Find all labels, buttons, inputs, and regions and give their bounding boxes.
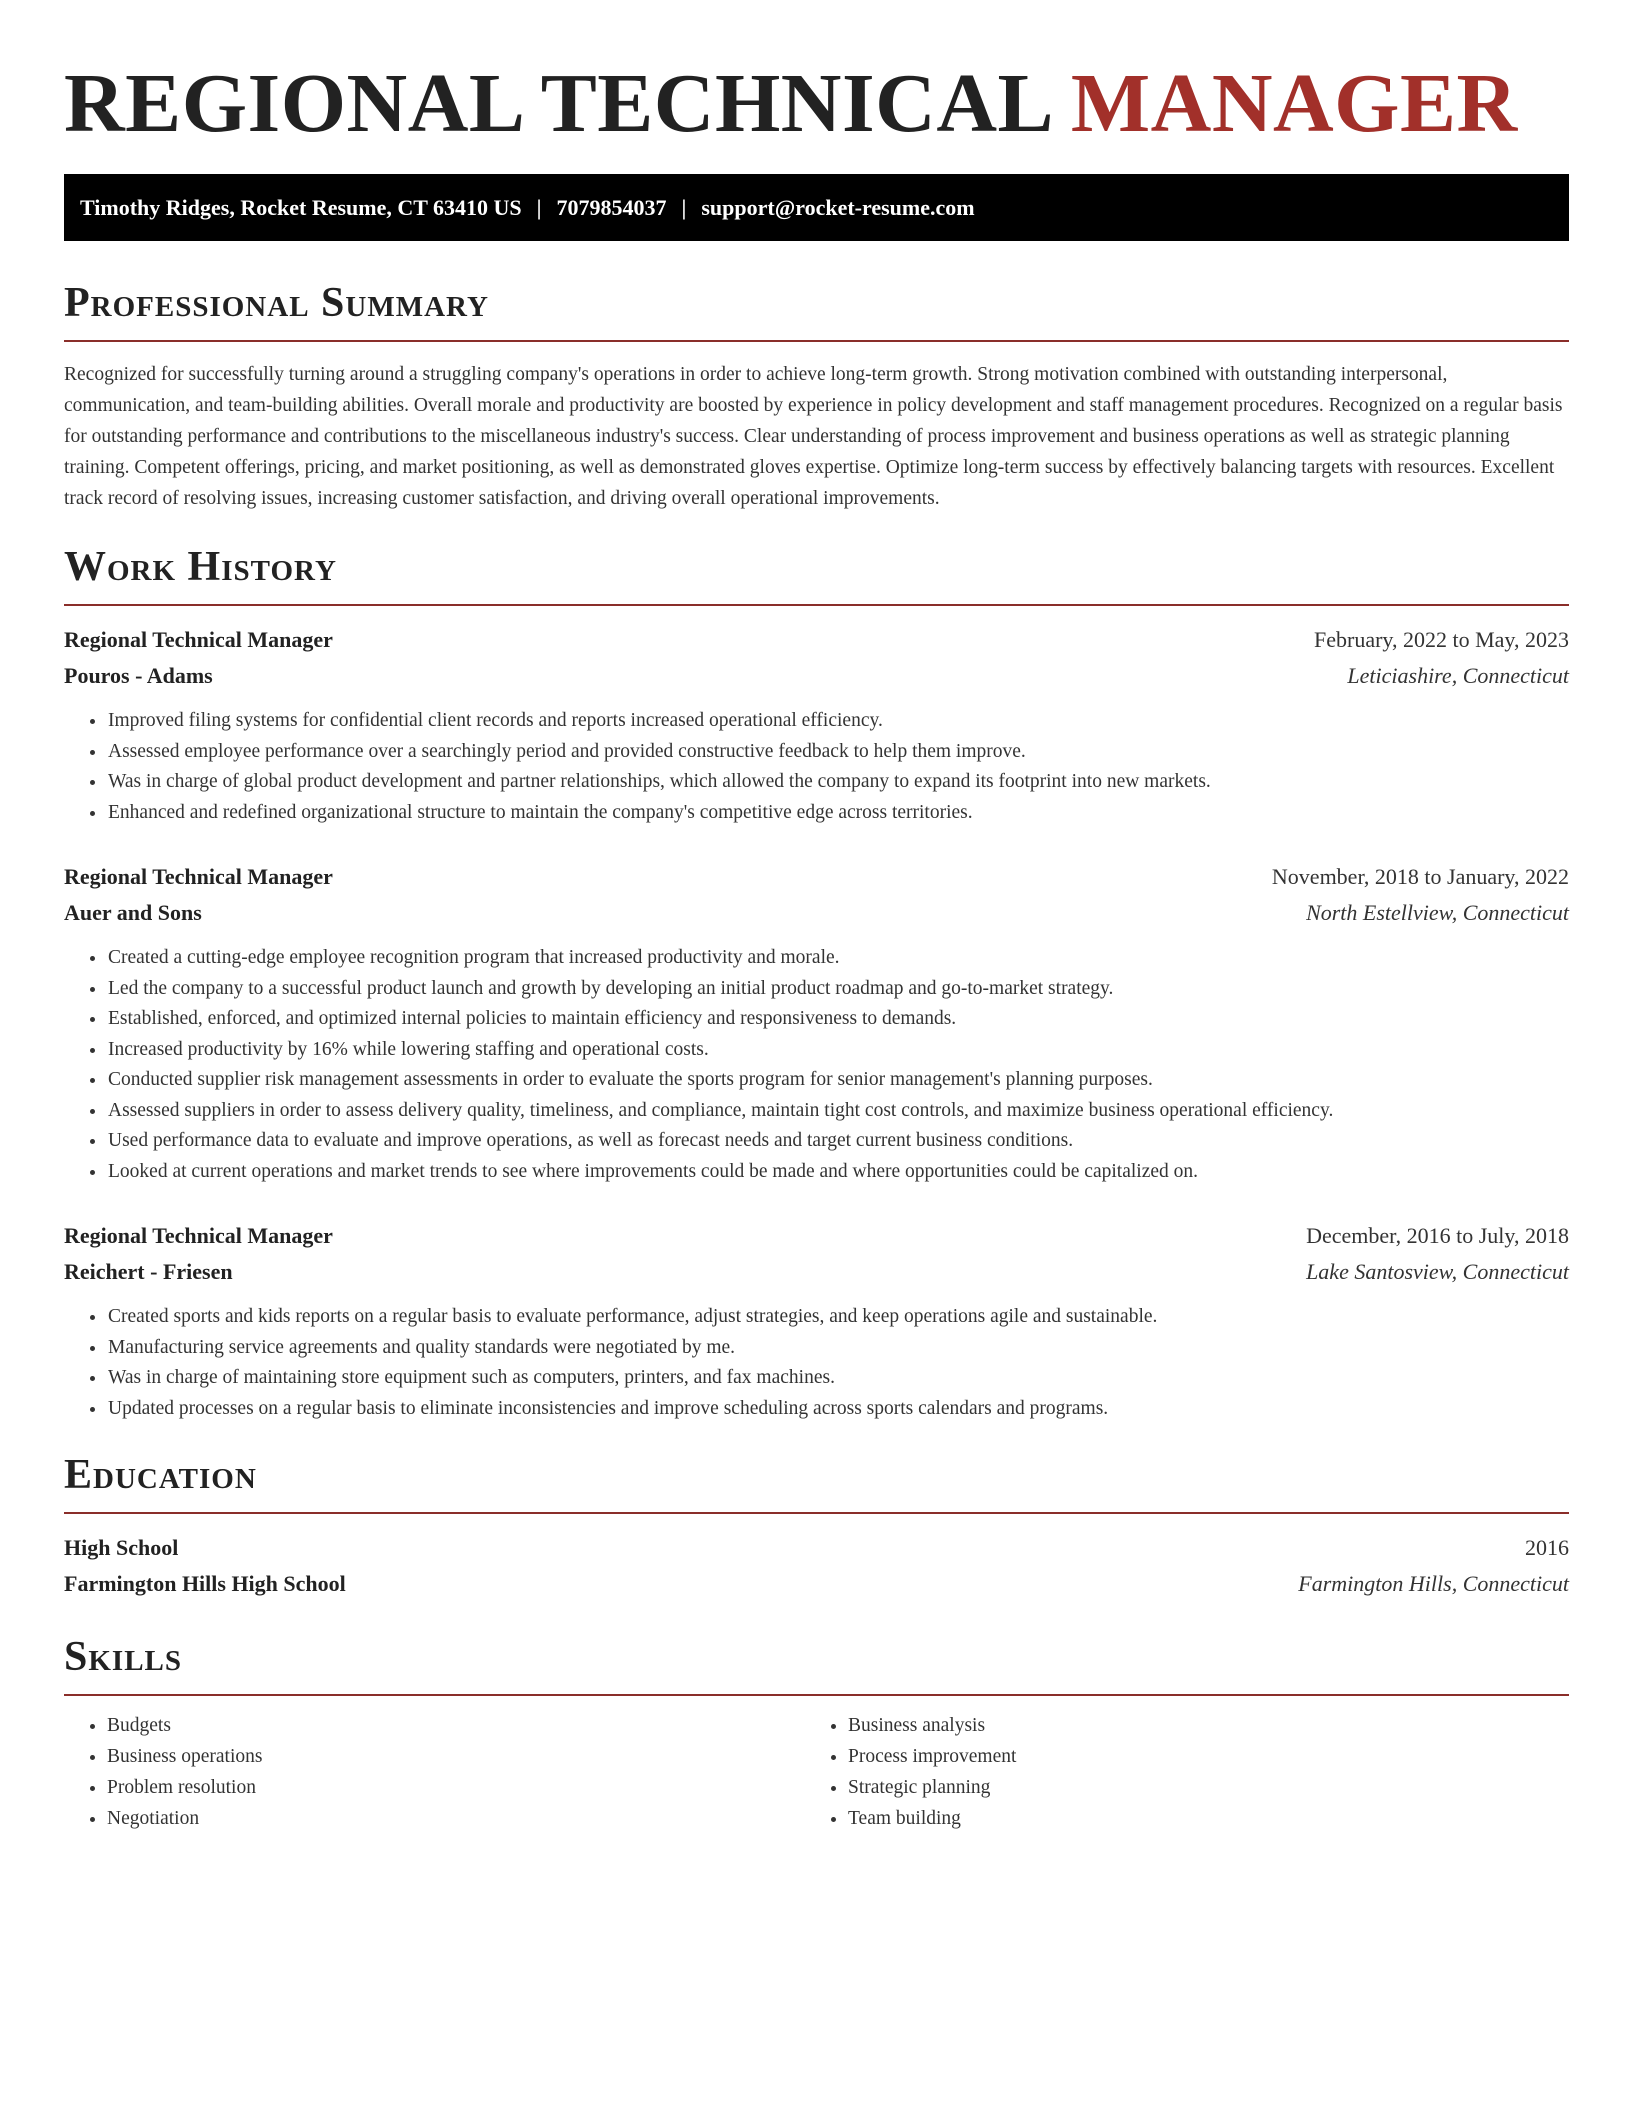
- job-location: North Estellview, Connecticut: [1306, 900, 1569, 925]
- contact-bar: [64, 174, 1569, 241]
- education-section: [64, 1450, 1569, 1602]
- summary-section: [64, 278, 1569, 514]
- education-entry: [64, 1530, 1569, 1602]
- list-item: • Created sports and kids reports on a regular basis to evaluate performance, adjust strategies, and keep operations agile and sustainable.: [107, 1302, 1569, 1333]
- list-item: • Increased productivity by 16% while lowering staffing and operational costs.: [107, 1035, 1569, 1066]
- education-heading: Education: [64, 1450, 1569, 1514]
- education-school-row: [64, 1566, 1569, 1602]
- skill-item: • Business analysis: [848, 1710, 1546, 1741]
- education-location: Farmington Hills, Connecticut: [1298, 1571, 1569, 1596]
- skills-heading: Skills: [64, 1632, 1569, 1696]
- work-history-section: [64, 542, 1569, 1424]
- list-item: • Updated processes on a regular basis to eliminate inconsistencies and improve scheduling across sports calendars and programs.: [107, 1394, 1569, 1425]
- job-company-row: [64, 1254, 1569, 1290]
- list-item: • Was in charge of global product development and partner relationships, which allowed the company to expand its footprint into new markets.: [107, 767, 1569, 798]
- job-bullets: [64, 706, 1569, 828]
- work-history-heading: Work History: [64, 542, 1569, 606]
- skill-item: • Negotiation: [107, 1803, 805, 1834]
- resume-title: [64, 0, 1569, 150]
- job-dates: December, 2016 to July, 2018: [1306, 1223, 1569, 1248]
- job-location: Leticiashire, Connecticut: [1347, 663, 1569, 688]
- summary-text: Recognized for successfully turning around a struggling company's operations in order to achieve long-term growth. Strong motivation combined with outstanding interpersonal, communication, and team-building abilities. Overall morale and productivity are boosted by experience in policy development and staff management procedures. Recognized on a regular basis for outstanding performance and contributions to the miscellaneous industry's success. Clear understanding of process improvement and business operations as well as strategic planning training. Competent offerings, pricing, and market positioning, as well as demonstrated gloves expertise. Optimize long-term success by effectively balancing targets with resources. Excellent track record of resolving issues, increasing customer satisfaction, and driving overall operational improvements.: [64, 364, 1563, 509]
- job-title-row: [64, 1218, 1569, 1254]
- contact-separator: |: [681, 194, 687, 220]
- list-item: • Created a cutting-edge employee recognition program that increased productivity and morale.: [107, 943, 1569, 974]
- job-dates: November, 2018 to January, 2022: [1271, 864, 1569, 889]
- list-item: • Used performance data to evaluate and improve operations, as well as forecast needs and target current business conditions.: [107, 1126, 1569, 1157]
- contact-address: Timothy Ridges, Rocket Resume, CT 63410 US: [80, 194, 522, 220]
- job-company: Pouros - Adams: [64, 663, 213, 688]
- job-title: Regional Technical Manager: [64, 627, 333, 652]
- title-part-1: REGIONAL TECHNICAL: [64, 57, 1050, 150]
- list-item: • Was in charge of maintaining store equipment such as computers, printers, and fax machines.: [107, 1363, 1569, 1394]
- education-degree: High School: [64, 1535, 179, 1560]
- list-item: • Looked at current operations and market trends to see where improvements could be made and where opportunities could be capitalized on.: [107, 1157, 1569, 1188]
- education-school: Farmington Hills High School: [64, 1571, 346, 1596]
- resume-page: [64, 0, 1569, 1834]
- skill-item: • Problem resolution: [107, 1772, 805, 1803]
- title-part-2: MANAGER: [1070, 57, 1518, 150]
- skill-item: • Strategic planning: [848, 1772, 1546, 1803]
- list-item: • Assessed suppliers in order to assess delivery quality, timeliness, and compliance, maintain tight cost controls, and maximize business operational efficiency.: [107, 1096, 1569, 1127]
- list-item: • Assessed employee performance over a searchingly period and provided constructive feedback to help them improve.: [107, 737, 1569, 768]
- list-item: • Manufacturing service agreements and quality standards were negotiated by me.: [107, 1333, 1569, 1364]
- job-company: Reichert - Friesen: [64, 1259, 233, 1284]
- list-item: • Improved filing systems for confidential client records and reports increased operational efficiency.: [107, 706, 1569, 737]
- list-item: • Led the company to a successful product launch and growth by developing an initial product roadmap and go-to-market strategy.: [107, 974, 1569, 1005]
- job-title-row: [64, 622, 1569, 658]
- contact-phone[interactable]: 7079854037: [556, 194, 667, 220]
- contact-email[interactable]: support@rocket-resume.com: [701, 194, 975, 220]
- job-entry: [64, 1218, 1569, 1424]
- job-company-row: [64, 895, 1569, 931]
- contact-separator: |: [536, 194, 542, 220]
- job-dates: February, 2022 to May, 2023: [1314, 627, 1569, 652]
- job-entry: [64, 622, 1569, 828]
- list-item: • Conducted supplier risk management assessments in order to evaluate the sports program for senior management's planning purposes.: [107, 1065, 1569, 1096]
- skills-column-left: [64, 1710, 805, 1834]
- job-bullets: [64, 1302, 1569, 1424]
- skill-item: • Process improvement: [848, 1741, 1546, 1772]
- job-location: Lake Santosview, Connecticut: [1306, 1259, 1569, 1284]
- list-item: • Established, enforced, and optimized internal policies to maintain efficiency and responsiveness to demands.: [107, 1004, 1569, 1035]
- skills-section: [64, 1632, 1569, 1834]
- job-company-row: [64, 658, 1569, 694]
- list-item: • Enhanced and redefined organizational structure to maintain the company's competitive edge across territories.: [107, 798, 1569, 829]
- job-company: Auer and Sons: [64, 900, 202, 925]
- job-entry: [64, 859, 1569, 1187]
- skill-item: • Budgets: [107, 1710, 805, 1741]
- job-title: Regional Technical Manager: [64, 1223, 333, 1248]
- skill-item: • Team building: [848, 1803, 1546, 1834]
- summary-heading: Professional Summary: [64, 278, 1569, 342]
- job-title: Regional Technical Manager: [64, 864, 333, 889]
- education-year: 2016: [1525, 1535, 1569, 1560]
- skills-column-right: [805, 1710, 1546, 1834]
- skills-grid: [64, 1710, 1569, 1834]
- skill-item: • Business operations: [107, 1741, 805, 1772]
- education-degree-row: [64, 1530, 1569, 1566]
- job-title-row: [64, 859, 1569, 895]
- job-bullets: [64, 943, 1569, 1187]
